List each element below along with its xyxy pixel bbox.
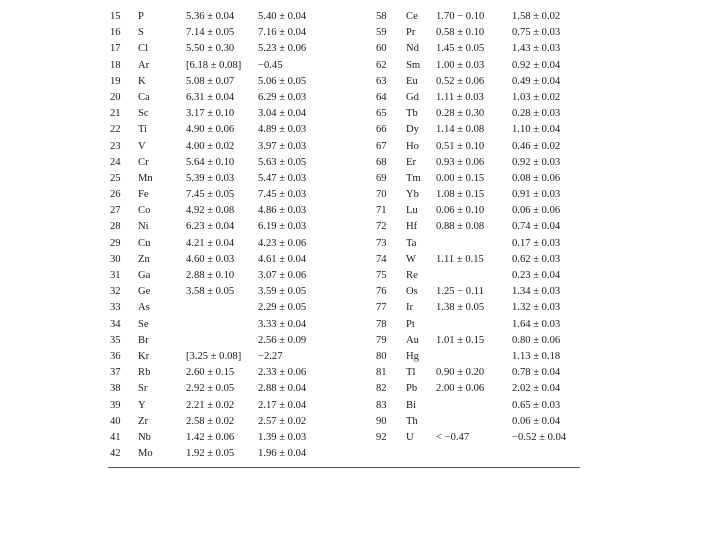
atomic-number-left: 37 [110,367,121,379]
atomic-number-left: 26 [110,189,121,201]
value-2-left: 5.40 ± 0.04 [258,11,307,22]
value-1-right: 1.11 ± 0.03 [436,91,484,103]
value-1-right: 1.14 ± 0.08 [436,124,485,136]
value-2-right: 0.80 ± 0.06 [512,334,561,346]
value-2-right: 0.65 ± 0.03 [512,399,561,411]
value-1-right: 1.11 ± 0.15 [436,253,484,265]
atomic-number-left: 38 [110,383,121,395]
table-row [108,252,580,268]
value-2-left: 2.17 ± 0.04 [258,399,307,411]
value-2-left: 4.86 ± 0.03 [258,205,307,217]
value-1-left: 2.21 ± 0.02 [186,399,235,411]
value-1-left: 4.90 ± 0.06 [186,124,235,136]
atomic-number-left: 41 [110,431,121,443]
table-row [108,58,580,74]
element-symbol-left: Ar [138,59,150,71]
value-2-left: 5.47 ± 0.03 [258,172,307,184]
value-1-left: 2.58 ± 0.02 [186,415,235,427]
table-row [108,90,580,106]
value-1-left: 2.60 ± 0.15 [186,367,235,379]
table-row [108,284,580,300]
element-symbol-left: Zr [138,415,148,427]
atomic-number-right: 79 [376,334,387,346]
value-1-left: 5.08 ± 0.07 [186,75,235,87]
value-1-right: 1.01 ± 0.15 [436,334,485,346]
table-row [108,25,580,41]
value-2-right: 1.32 ± 0.03 [512,302,561,314]
element-symbol-left: P [138,11,144,22]
atomic-number-left: 31 [110,270,121,281]
value-2-left: 4.89 ± 0.03 [258,124,307,136]
value-2-left: 2.56 ± 0.09 [258,334,307,346]
element-symbol-right: Pr [406,27,416,39]
element-symbol-right: Tm [406,172,421,184]
value-2-left: 1.39 ± 0.03 [258,431,307,443]
atomic-number-right: 63 [376,75,387,87]
element-symbol-left: Sr [138,383,148,395]
table-row [108,349,580,365]
value-2-right: −0.52 ± 0.04 [512,431,567,443]
value-2-left: 3.97 ± 0.03 [258,140,307,152]
value-1-right: 0.51 ± 0.10 [436,140,485,152]
atomic-number-left: 20 [110,91,121,103]
value-2-left: 4.23 ± 0.06 [258,237,307,249]
atomic-number-right: 80 [376,350,387,362]
element-symbol-right: Os [406,286,418,298]
atomic-number-right: 69 [376,172,387,184]
table-row [108,398,580,414]
value-1-left: 5.39 ± 0.03 [186,172,235,184]
value-2-right: 0.08 ± 0.06 [512,172,561,184]
value-1-right: 0.00 ± 0.15 [436,172,485,184]
element-symbol-right: Ce [406,11,418,22]
table-bottom-rule [108,467,580,468]
value-2-right: 0.23 ± 0.04 [512,270,561,281]
value-1-right: 1.25 − 0.11 [436,286,484,298]
value-1-right: 0.06 ± 0.10 [436,205,485,217]
atomic-number-left: 25 [110,172,121,184]
element-symbol-right: Gd [406,91,419,103]
element-symbol-left: Rb [138,367,151,379]
atomic-number-left: 40 [110,415,121,427]
value-1-left: 7.45 ± 0.05 [186,189,235,201]
value-1-left: 5.50 ± 0.30 [186,43,235,55]
value-2-left: 2.29 ± 0.05 [258,302,307,314]
element-symbol-right: Re [406,270,418,281]
value-2-right: 0.06 ± 0.06 [512,205,561,217]
value-1-left: 4.21 ± 0.04 [186,237,235,249]
table-row [108,430,580,446]
value-1-right: 0.52 ± 0.06 [436,75,485,87]
value-1-left: 5.36 ± 0.04 [186,11,235,22]
value-2-right: 0.91 ± 0.03 [512,189,561,201]
value-1-left: 6.31 ± 0.04 [186,91,235,103]
atomic-number-left: 35 [110,334,121,346]
element-symbol-left: Nb [138,431,151,443]
atomic-number-left: 39 [110,399,121,411]
table-row [108,106,580,122]
value-1-right: 0.93 ± 0.06 [436,156,485,168]
element-symbol-left: Mn [138,172,153,184]
element-symbol-right: W [406,253,416,265]
atomic-number-left: 23 [110,140,121,152]
element-symbol-left: S [138,27,144,39]
element-symbol-right: Ta [406,237,417,249]
element-symbol-left: Ni [138,221,149,233]
atomic-number-right: 68 [376,156,387,168]
element-symbol-left: Co [138,205,151,217]
atomic-number-right: 67 [376,140,387,152]
atomic-number-right: 73 [376,237,387,249]
table-row [108,139,580,155]
value-1-right: 1.08 ± 0.15 [436,189,485,201]
atomic-number-left: 22 [110,124,121,136]
element-symbol-left: Ti [138,124,148,136]
element-symbol-left: V [138,140,146,152]
element-symbol-right: Er [406,156,416,168]
table-row [108,203,580,219]
table-row [108,219,580,235]
value-1-right: 2.00 ± 0.06 [436,383,485,395]
element-symbol-left: K [138,75,146,87]
value-1-left: 6.23 ± 0.04 [186,221,235,233]
value-2-left: 3.04 ± 0.04 [258,108,307,120]
value-2-right: 1.13 ± 0.18 [512,350,561,362]
element-symbol-right: Bi [406,399,417,411]
table-row [108,155,580,171]
value-1-left: 4.60 ± 0.03 [186,253,235,265]
atomic-number-right: 64 [376,91,387,103]
element-symbol-right: U [406,431,414,443]
table-body [108,9,580,462]
atomic-number-right: 71 [376,205,387,217]
value-1-left: 4.00 ± 0.02 [186,140,235,152]
table-row [108,9,580,25]
value-2-right: 0.75 ± 0.03 [512,27,561,39]
value-2-right: 0.92 ± 0.03 [512,156,561,168]
table-row [108,41,580,57]
element-symbol-right: Th [406,415,418,427]
value-2-right: 0.46 ± 0.02 [512,140,561,152]
element-symbol-left: As [138,302,150,314]
value-1-left: 2.92 ± 0.05 [186,383,235,395]
atomic-number-right: 77 [376,302,387,314]
table-row [108,171,580,187]
element-symbol-right: Sm [406,59,421,71]
table-row [108,74,580,90]
element-symbol-right: Au [406,334,419,346]
atomic-number-right: 75 [376,270,387,281]
value-2-right: 0.06 ± 0.04 [512,415,561,427]
atomic-number-right: 83 [376,399,387,411]
atomic-number-right: 90 [376,415,387,427]
value-1-left: 3.58 ± 0.05 [186,286,235,298]
element-symbol-left: Ge [138,286,151,298]
value-2-right: 0.49 ± 0.04 [512,75,561,87]
atomic-number-left: 18 [110,59,121,71]
atomic-number-left: 32 [110,286,121,298]
atomic-number-left: 21 [110,108,121,120]
value-2-right: 1.43 ± 0.03 [512,43,561,55]
atomic-number-left: 27 [110,205,121,217]
value-2-right: 1.10 ± 0.04 [512,124,561,136]
value-2-left: −2.27 [258,350,283,362]
value-1-right: < −0.47 [436,431,470,443]
value-1-left: 1.42 ± 0.06 [186,431,235,443]
value-2-left: 7.45 ± 0.03 [258,189,307,201]
table-row [108,122,580,138]
value-1-right: 0.28 ± 0.30 [436,108,485,120]
value-2-left: 5.23 ± 0.06 [258,43,307,55]
value-2-left: 3.07 ± 0.06 [258,270,307,281]
element-symbol-left: Se [138,318,149,330]
element-symbol-right: Nd [406,43,419,55]
value-2-left: 2.57 ± 0.02 [258,415,307,427]
atomic-number-right: 58 [376,11,387,22]
value-2-left: 5.06 ± 0.05 [258,75,307,87]
value-1-left: 2.88 ± 0.10 [186,270,235,281]
value-2-left: 3.59 ± 0.05 [258,286,307,298]
atomic-number-left: 28 [110,221,121,233]
atomic-number-left: 19 [110,75,121,87]
table-row [108,446,580,462]
element-symbol-left: Mo [138,448,153,460]
value-1-left: 5.64 ± 0.10 [186,156,235,168]
value-1-right: 1.70 − 0.10 [436,11,485,22]
element-symbol-right: Tb [406,108,418,120]
value-2-left: 6.19 ± 0.03 [258,221,307,233]
element-symbol-right: Hf [406,221,418,233]
element-symbol-left: Kr [138,350,150,362]
atomic-number-right: 59 [376,27,387,39]
table-row [108,381,580,397]
value-2-right: 1.34 ± 0.03 [512,286,561,298]
atomic-number-right: 60 [376,43,387,55]
value-2-right: 2.02 ± 0.04 [512,383,561,395]
atomic-number-right: 65 [376,108,387,120]
atomic-number-left: 30 [110,253,121,265]
table-row [108,365,580,381]
value-1-right: 0.88 ± 0.08 [436,221,485,233]
atomic-number-left: 16 [110,27,121,39]
element-symbol-left: Fe [138,189,149,201]
element-symbol-left: Zn [138,253,150,265]
atomic-number-right: 74 [376,253,387,265]
element-symbol-right: Eu [406,75,418,87]
element-symbol-right: Ir [406,302,414,314]
element-symbol-right: Tl [406,367,416,379]
element-symbol-left: Y [138,399,146,411]
atomic-number-right: 82 [376,383,387,395]
value-1-right: 0.58 ± 0.10 [436,27,485,39]
value-1-left: 4.92 ± 0.08 [186,205,235,217]
element-symbol-right: Ho [406,140,419,152]
atomic-number-right: 66 [376,124,387,136]
table-row [108,414,580,430]
element-symbol-left: Sc [138,108,149,120]
value-1-left: 1.92 ± 0.05 [186,448,235,460]
element-symbol-left: Cl [138,43,149,55]
atomic-number-left: 17 [110,43,121,55]
table-row [108,236,580,252]
value-2-right: 0.74 ± 0.04 [512,221,561,233]
element-symbol-left: Ca [138,91,150,103]
value-2-right: 1.58 ± 0.02 [512,11,561,22]
atomic-number-right: 81 [376,367,387,379]
value-1-right: 1.00 ± 0.03 [436,59,485,71]
atomic-number-left: 42 [110,448,121,460]
value-2-right: 0.17 ± 0.03 [512,237,561,249]
value-2-right: 0.78 ± 0.04 [512,367,561,379]
table-row [108,300,580,316]
atomic-number-left: 15 [110,11,121,22]
element-symbol-right: Pt [406,318,415,330]
value-1-left: [3.25 ± 0.08] [186,350,242,362]
element-symbol-left: Cr [138,156,149,168]
value-2-left: −0.45 [258,59,283,71]
element-symbol-left: Cu [138,237,151,249]
atomic-number-right: 70 [376,189,387,201]
value-2-left: 4.61 ± 0.04 [258,253,307,265]
value-2-left: 7.16 ± 0.04 [258,27,307,39]
element-symbol-left: Ga [138,270,151,281]
value-1-right: 1.38 ± 0.05 [436,302,485,314]
value-2-right: 1.64 ± 0.03 [512,318,561,330]
atomic-number-left: 24 [110,156,121,168]
element-symbol-left: Br [138,334,149,346]
value-2-left: 6.29 ± 0.03 [258,91,307,103]
value-2-left: 2.88 ± 0.04 [258,383,307,395]
atomic-number-left: 36 [110,350,121,362]
abundance-table [108,9,580,462]
element-symbol-right: Lu [406,205,418,217]
atomic-number-left: 34 [110,318,121,330]
atomic-number-left: 33 [110,302,121,314]
table-row [108,317,580,333]
element-symbol-right: Yb [406,189,419,201]
element-symbol-right: Dy [406,124,419,136]
element-symbol-right: Hg [406,350,419,362]
value-2-right: 0.92 ± 0.04 [512,59,561,71]
value-2-left: 5.63 ± 0.05 [258,156,307,168]
value-1-right: 1.45 ± 0.05 [436,43,485,55]
value-2-left: 2.33 ± 0.06 [258,367,307,379]
value-2-right: 0.62 ± 0.03 [512,253,561,265]
atomic-number-right: 62 [376,59,387,71]
atomic-number-right: 92 [376,431,387,443]
atomic-number-right: 78 [376,318,387,330]
atomic-number-right: 76 [376,286,387,298]
value-2-left: 1.96 ± 0.04 [258,448,307,460]
value-1-left: [6.18 ± 0.08] [186,59,242,71]
value-1-left: 7.14 ± 0.05 [186,27,235,39]
value-1-right: 0.90 ± 0.20 [436,367,485,379]
atomic-number-left: 29 [110,237,121,249]
value-2-right: 0.28 ± 0.03 [512,108,561,120]
table-row [108,268,580,284]
value-2-left: 3.33 ± 0.04 [258,318,307,330]
table-row [108,333,580,349]
table-row [108,187,580,203]
element-symbol-right: Pb [406,383,418,395]
value-2-right: 1.03 ± 0.02 [512,91,561,103]
atomic-number-right: 72 [376,221,387,233]
value-1-left: 3.17 ± 0.10 [186,108,235,120]
